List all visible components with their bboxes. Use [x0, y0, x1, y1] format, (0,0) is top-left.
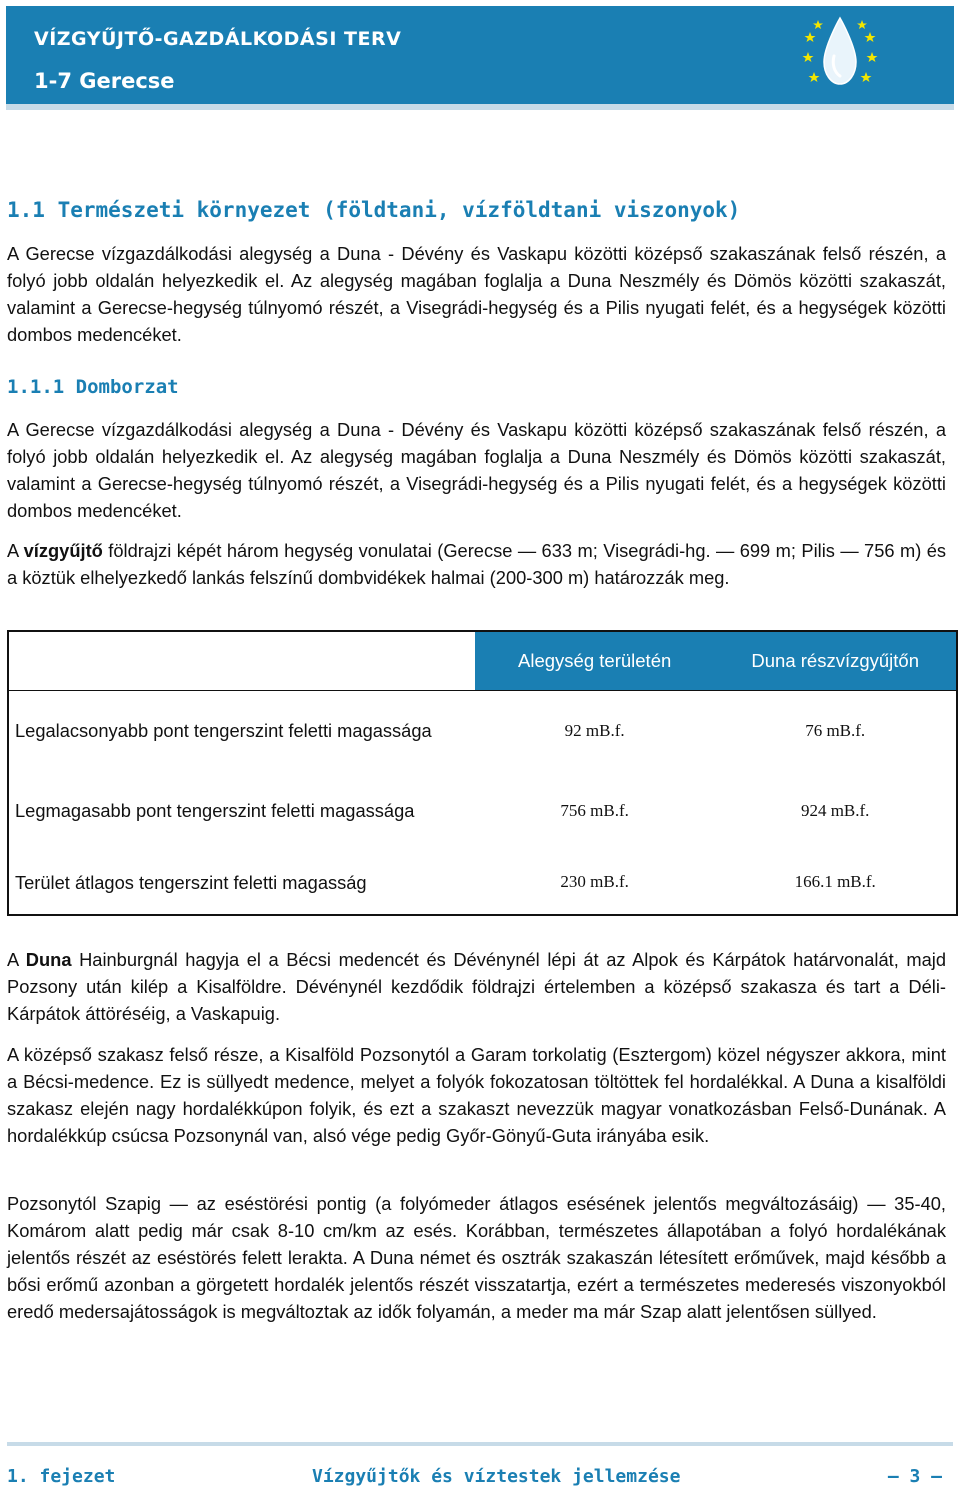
table-cell: 166.1 mB.f.: [794, 872, 876, 891]
row-label: Terület átlagos tengerszint feletti magasság: [15, 871, 367, 893]
table-row: [8, 771, 957, 851]
text-run: A: [7, 540, 24, 561]
table-cell: 924 mB.f.: [800, 800, 870, 820]
header-title: VÍZGYŰJTŐ-GAZDÁLKODÁSI TERV: [34, 28, 402, 50]
body-paragraph-3: Pozsonytól Szapig — az eséstörési pontig (a folyómeder átlagos esésének jelentős megváltozásáig) — 35-40, Komárom alatt pedig már csak 8-10 cm/km az esés. Korábban, természetes állapotában a folyó hordalékának jelentős részét az eséstörés felett lerakta. A Duna német és osztrák szakaszán létesített erőművek, majd később a bősi erőmű azonban a görgetett hordalék jelentős részét visszatartja, ezért a természetes mederesés viszonyokból eredő medersajátosságok is megváltoztak az idők folyamán, a meder ma már Szap alatt jelentősen süllyed.: [7, 1193, 946, 1322]
text-run: Hainburgnál hagyja el a Bécsi medencét és Dévénynél lépi át az Alpok és Kárpátok határvonalát, majd Pozsony után kilép a Kisalföldre. Dévénynél kezdődik földrajzi értelemben a középső szakasza és tart a Déli-Kárpátok áttöréséig, a Vaskapuig.: [7, 949, 946, 1024]
table-row: [8, 691, 957, 771]
row-label: Legalacsonyabb pont tengerszint feletti magassága: [15, 720, 432, 742]
row-label: Legmagasabb pont tengerszint feletti magassága: [15, 800, 415, 821]
body-paragraph-2: A középső szakasz felső része, a Kisalföld Pozsonytól a Garam torkolatig (Esztergom) közel négyszer akkora, mint a Bécsi-medence. Ez is süllyedt medence, melyet a folyók fokozatosan töltöttek fel hordalékkal. A Duna a kisalföldi szakasz elején nagy hordalékkúpon folyik, és ezt a szakaszt nevezzük magyar vonatkozásban Felső-Dunának. A hordalékkúp csúcsa Pozsonynál van, alsó vége pedig Győr-Gönyű-Guta irányába esik.: [7, 1044, 946, 1146]
table-cell: 92 mB.f.: [564, 720, 625, 740]
footer-page-number: — 3 —: [887, 1466, 942, 1487]
bold-term: vízgyűjtő: [23, 540, 103, 561]
table-cell: 756 mB.f.: [560, 800, 629, 820]
elevation-table: [7, 630, 958, 916]
footer-title: Vízgyűjtők és víztestek jellemzése: [312, 1466, 681, 1487]
section-paragraph: A Gerecse vízgazdálkodási alegység a Duna - Dévény és Vaskapu közötti középső szakaszának felső részén, a folyó jobb oldalán helyezkedik el. Az alegység magában foglalja a Duna Neszmély és Dömös közötti szakaszát, valamint a Gerecse-hegység túlnyomó részét, a Visegrádi-hegység és a Pilis nyugati felét, és a hegységek közötti dombos medencéket.: [7, 243, 946, 345]
table-cell: 76 mB.f.: [805, 720, 866, 740]
subsection-heading: 1.1.1 Domborzat: [7, 376, 179, 398]
section-heading: 1.1 Természeti környezet (földtani, vízföldtani viszonyok): [7, 198, 741, 222]
water-drop-eu-stars-logo-icon: [796, 12, 884, 100]
header-subtitle: 1-7 Gerecse: [34, 69, 175, 93]
text-run: földrajzi képét három hegység vonulatai (Gerecse — 633 m; Visegrádi-hg. — 699 m; Pilis — 756 m) és a köztük elhelyezkedő lankás felszínű dombvidékek halmai (200-300 m) határozzák meg.: [7, 540, 947, 588]
text-run: A: [7, 949, 26, 970]
body-paragraph-1: [7, 946, 946, 1027]
footer-chapter: 1. fejezet: [7, 1466, 116, 1487]
column-header: Duna részvízgyűjtőn: [714, 631, 957, 691]
subsection-paragraph-1: A Gerecse vízgazdálkodási alegység a Duna - Dévény és Vaskapu közötti középső szakaszának felső részén, a folyó jobb oldalán helyezkedik el. Az alegység magában foglalja a Duna Neszmély és Dömös közötti szakaszát, valamint a Gerecse-hegység túlnyomó részét, a Visegrádi-hegység és a Pilis nyugati felét, és a hegységek közötti dombos medencéket.: [7, 419, 946, 521]
table-cell: 230 mB.f.: [560, 872, 629, 891]
column-header: Alegység területén: [475, 631, 714, 691]
table-corner-cell: [8, 631, 475, 691]
bold-term: Duna: [25, 949, 72, 970]
header-banner: [6, 6, 954, 110]
subsection-paragraph-2: [7, 537, 946, 591]
table-row: [8, 851, 957, 915]
footer-divider: [7, 1442, 953, 1446]
table-header-row: [8, 631, 957, 691]
